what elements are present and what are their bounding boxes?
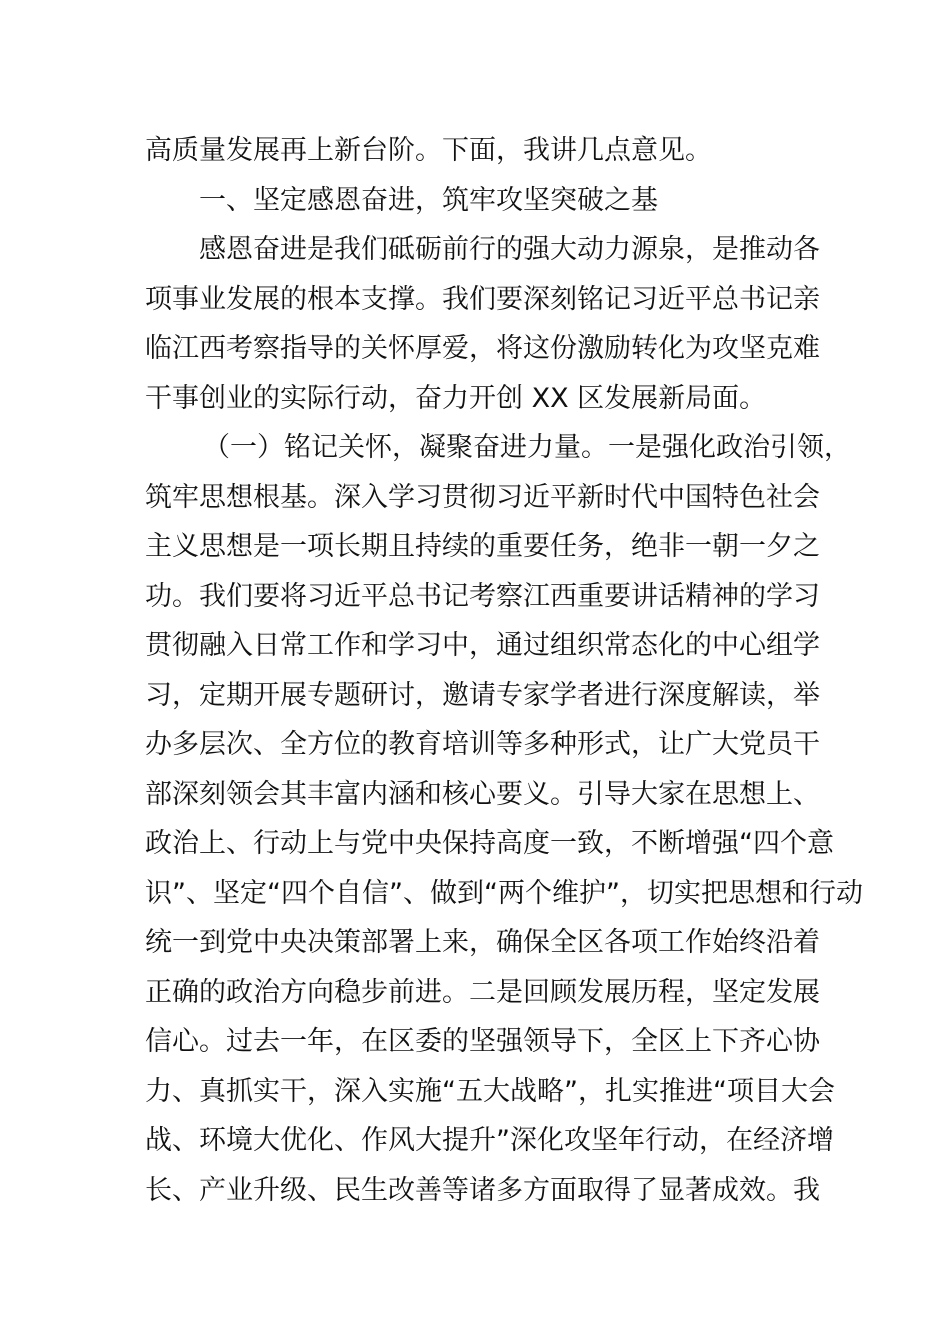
text-line-1: 高质量发展再上新台阶。下面，我讲几点意见。 [145,135,712,166]
paragraph-line-3: 临江西考察指导的关怀厚爱，将这份激励转化为攻坚克难 [145,333,820,364]
paragraph-line-11: 部深刻领会其丰富内涵和核心要义。引导大家在思想上、 [145,778,820,810]
paragraph-line-18: 战、环境大优化、作风大提升”深化攻坚年行动，在经济增 [145,1125,834,1156]
paragraph-line-12: 政治上、行动上与党中央保持高度一致，不断增强“四个意 [145,828,834,859]
paragraph-line-9: 习，定期开展专题研讨，邀请专家学者进行深度解读，举 [145,679,820,711]
paragraph-line-13: 识”、坚定“四个自信”、做到“两个维护”，切实把思想和行动 [145,877,863,909]
paragraph-line-5: 筑牢思想根基。深入学习贯彻习近平新时代中国特色社会 [145,481,820,513]
paragraph-line-17: 力、真抓实干，深入实施“五大战略”，扎实推进“项目大会 [145,1075,835,1107]
paragraph-line-15: 正确的政治方向稳步前进。二是回顾发展历程，坚定发展 [145,976,820,1008]
body-text [145,126,863,1215]
paragraph-line-10: 办多层次、全方位的教育培训等多种形式，让广大党员干 [145,729,820,760]
subsection-heading-line: （一）铭记关怀，凝聚奋进力量。一是强化政治引领， [203,432,851,463]
paragraph-line-19: 长、产业升级、民生改善等诸多方面取得了显著成效。我 [145,1174,820,1206]
paragraph-line-14: 统一到党中央决策部署上来，确保全区各项工作始终沿着 [145,927,820,958]
paragraph-line-7: 功。我们要将习近平总书记考察江西重要讲话精神的学习 [145,580,820,612]
paragraph-line-1: 感恩奋进是我们砥砺前行的强大动力源泉，是推动各 [199,234,820,265]
paragraph-line-8: 贯彻融入日常工作和学习中，通过组织常态化的中心组学 [145,630,820,661]
section-heading: 一、坚定感恩奋进，筑牢攻坚突破之基 [199,184,658,216]
paragraph-line-6: 主义思想是一项长期且持续的重要任务，绝非一朝一夕之 [145,531,820,562]
paragraph-line-16: 信心。过去一年，在区委的坚强领导下，全区上下齐心协 [145,1026,820,1057]
paragraph-line-4: 干事创业的实际行动，奋力开创 XX 区发展新局面。 [145,382,767,414]
paragraph-line-2: 项事业发展的根本支撑。我们要深刻铭记习近平总书记亲 [145,283,820,315]
